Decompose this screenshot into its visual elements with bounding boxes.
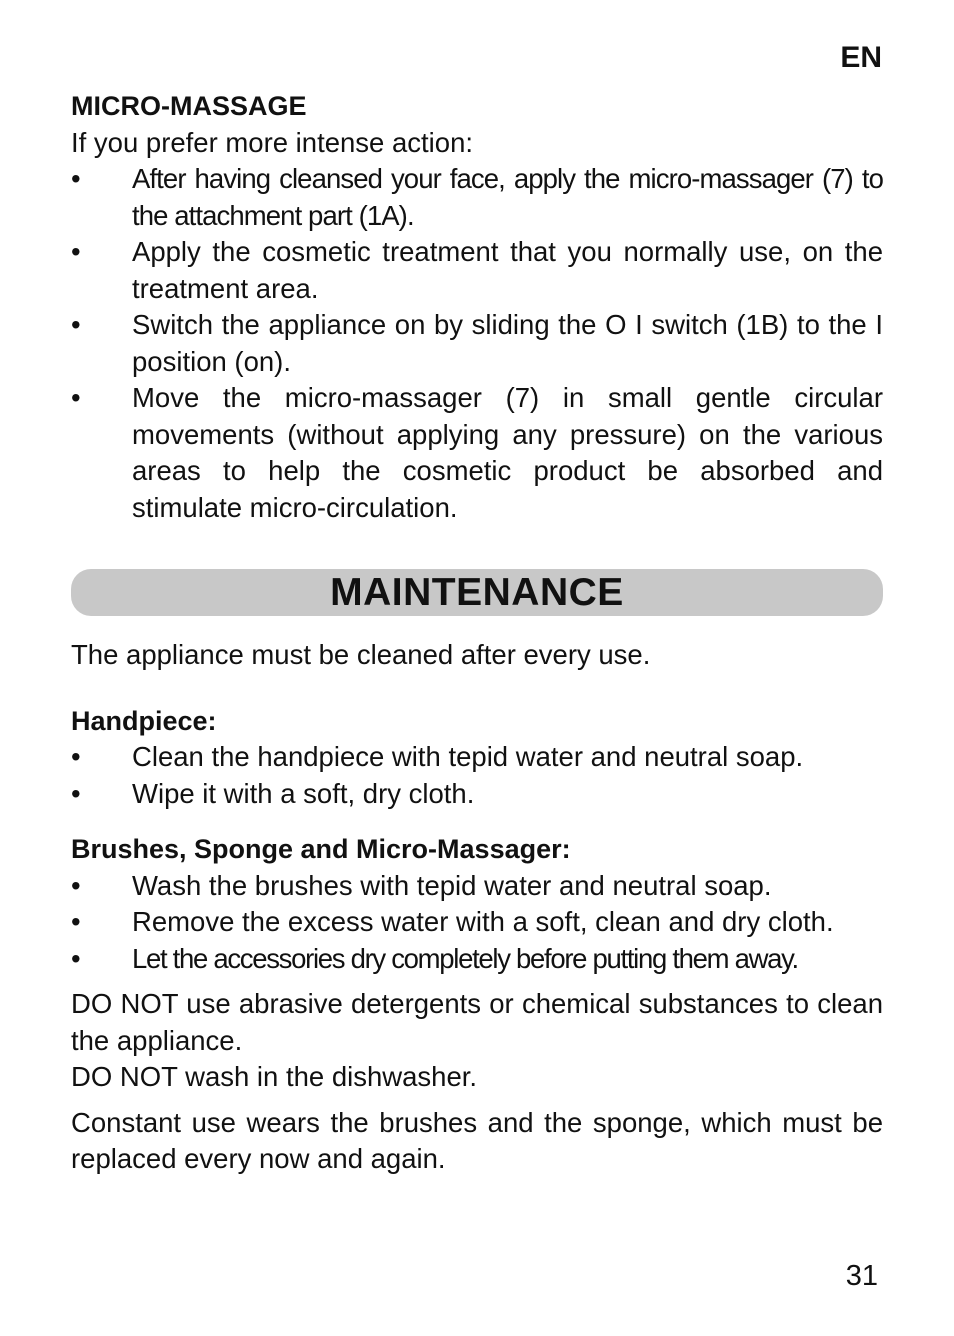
- spacer: [71, 812, 883, 831]
- page-number: 31: [845, 1260, 878, 1292]
- bullet-icon: •: [71, 236, 81, 267]
- list-item: [71, 941, 883, 978]
- list-item: [71, 739, 883, 776]
- list-item-text: After having cleansed your face, apply the micro-massager (7) to the attachment part (1A).: [132, 163, 883, 231]
- list-item: [71, 904, 883, 941]
- list-item-text: Apply the cosmetic treatment that you normally use, on the treatment area.: [132, 236, 883, 304]
- maintenance-intro: The appliance must be cleaned after every use.: [71, 639, 651, 670]
- bullet-icon: •: [71, 942, 81, 974]
- list-item-text: Remove the excess water with a soft, clean and dry cloth.: [132, 906, 834, 937]
- list-item-text: Let the accessories dry completely before putting them away.: [132, 942, 798, 974]
- list-item-text: Switch the appliance on by sliding the O I switch (1B) to the I position (on).: [132, 309, 883, 377]
- bullet-icon: •: [71, 382, 81, 413]
- spacer: [71, 977, 883, 986]
- maintenance-title: MAINTENANCE: [330, 571, 624, 614]
- micro-massage-steps: [71, 161, 883, 526]
- warning-abrasive: DO NOT use abrasive detergents or chemical substances to clean the appliance.: [71, 988, 883, 1056]
- bullet-icon: •: [71, 777, 81, 809]
- maintenance-banner: [71, 569, 883, 616]
- brushes-steps: [71, 868, 883, 978]
- language-indicator: EN: [840, 41, 882, 74]
- micro-massage-title: MICRO-MASSAGE: [71, 91, 307, 121]
- list-item-text: Move the micro-massager (7) in small gentle circular movements (without applying any pressure) on the various areas to help the cosmetic product be absorbed and stimulate micro-circulation.: [132, 382, 883, 523]
- list-item: [71, 380, 883, 526]
- list-item: [71, 776, 883, 813]
- list-item-text: Clean the handpiece with tepid water and neutral soap.: [132, 741, 804, 772]
- handpiece-title: Handpiece:: [71, 705, 217, 736]
- bullet-icon: •: [71, 869, 81, 901]
- list-item-text: Wipe it with a soft, dry cloth.: [132, 777, 475, 809]
- replacement-note: Constant use wears the brushes and the sponge, which must be replaced every now and again.: [71, 1106, 883, 1174]
- list-item-text: Wash the brushes with tepid water and neutral soap.: [132, 869, 772, 901]
- micro-massage-section: [71, 88, 883, 526]
- bullet-icon: •: [71, 163, 81, 194]
- list-item: [71, 307, 883, 380]
- maintenance-section: [71, 637, 883, 1178]
- list-item: [71, 234, 883, 307]
- spacer: [71, 1096, 883, 1105]
- list-item: [71, 868, 883, 905]
- warning-dishwasher: DO NOT wash in the dishwasher.: [71, 1061, 478, 1092]
- micro-massage-intro: If you prefer more intense action:: [71, 126, 474, 158]
- brushes-title: Brushes, Sponge and Micro-Massager:: [71, 834, 571, 864]
- bullet-icon: •: [71, 906, 81, 937]
- handpiece-steps: [71, 739, 883, 812]
- spacer: [71, 674, 883, 703]
- bullet-icon: •: [71, 309, 81, 340]
- bullet-icon: •: [71, 741, 81, 772]
- list-item: [71, 161, 883, 234]
